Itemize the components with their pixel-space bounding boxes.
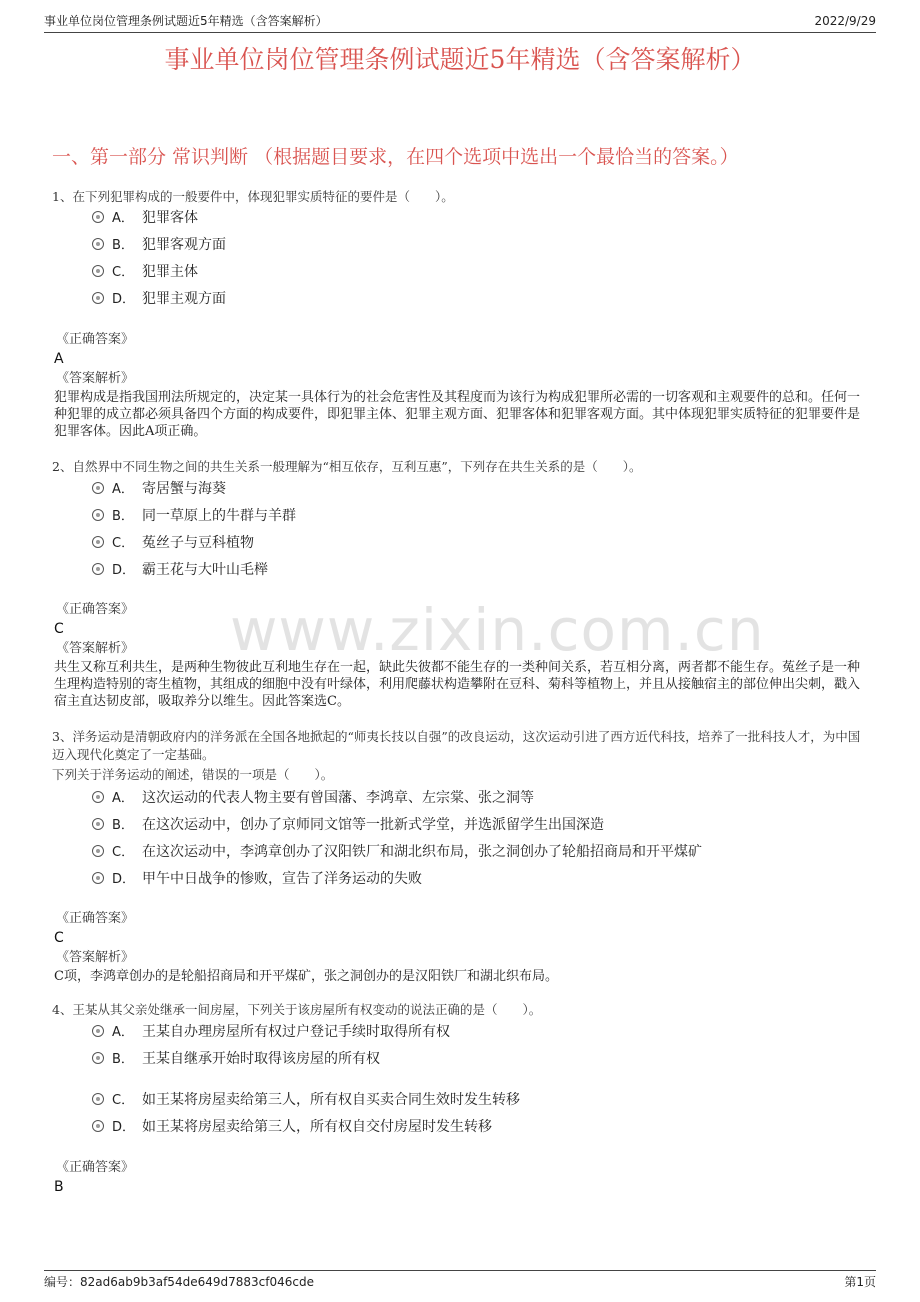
section-heading: 一、第一部分 常识判断 （根据题目要求，在四个选项中选出一个最恰当的答案。） (52, 146, 739, 168)
radio-button-icon[interactable] (92, 791, 104, 803)
question-1-option-b[interactable] (92, 234, 226, 256)
question-4-answer: B (54, 1179, 64, 1195)
option-letter: C． (112, 536, 135, 551)
option-text: 同一草原上的牛群与羊群 (142, 508, 296, 524)
question-2-answer: C (54, 621, 64, 637)
radio-button-icon[interactable] (92, 1052, 104, 1064)
option-text: 犯罪客体 (142, 210, 198, 226)
option-letter: D． (112, 1120, 136, 1135)
answer-analysis-label: 《答案解析》 (56, 950, 135, 965)
option-text: 王某自继承开始时取得该房屋的所有权 (142, 1051, 380, 1067)
page-header (44, 12, 876, 33)
footer-doc-id: 编号：82ad6ab9b3af54de649d7883cf046cde (44, 1275, 314, 1289)
question-3-answer: C (54, 930, 64, 946)
question-1-option-d[interactable] (92, 288, 226, 310)
radio-button-icon[interactable] (92, 536, 104, 548)
option-text: 甲午中日战争的惨败，宣告了洋务运动的失败 (142, 871, 422, 887)
correct-answer-label: 《正确答案》 (56, 911, 135, 926)
header-doc-title: 事业单位岗位管理条例试题近5年精选（含答案解析） (44, 14, 328, 28)
watermark: www.zixin.com.cn (230, 596, 765, 664)
question-2-option-b[interactable] (92, 505, 296, 527)
radio-button-icon[interactable] (92, 211, 104, 223)
question-4-option-d[interactable] (92, 1116, 492, 1138)
answer-analysis-label: 《答案解析》 (56, 641, 135, 656)
question-1-answer: A (54, 351, 64, 367)
option-text: 这次运动的代表人物主要有曾国藩、李鸿章、左宗棠、张之洞等 (142, 790, 534, 806)
option-letter: B． (112, 1052, 134, 1067)
header-date: 2022/9/29 (814, 14, 876, 28)
option-text: 寄居蟹与海葵 (142, 481, 226, 497)
radio-button-icon[interactable] (92, 482, 104, 494)
option-letter: D． (112, 872, 136, 887)
radio-button-icon[interactable] (92, 509, 104, 521)
option-text: 在这次运动中，创办了京师同文馆等一批新式学堂，并选派留学生出国深造 (142, 817, 604, 833)
question-3-option-c[interactable] (92, 841, 702, 863)
option-letter: C． (112, 265, 135, 280)
option-text: 在这次运动中，李鸿章创办了汉阳铁厂和湖北织布局，张之洞创办了轮船招商局和开平煤矿 (142, 844, 702, 860)
option-letter: D． (112, 563, 136, 578)
option-text: 犯罪客观方面 (142, 237, 226, 253)
question-2-text: 2、自然界中不同生物之间的共生关系一般理解为“相互依存，互利互惠”，下列存在共生关系的是（ ）。 (52, 459, 642, 474)
option-letter: C． (112, 845, 135, 860)
radio-button-icon[interactable] (92, 1120, 104, 1132)
option-text: 霸王花与大叶山毛榉 (142, 562, 268, 578)
option-letter: A． (112, 1025, 134, 1040)
radio-button-icon[interactable] (92, 1025, 104, 1037)
question-2-analysis: 共生又称互利共生，是两种生物彼此互利地生存在一起，缺此失彼都不能生存的一类种间关系，若互相分离，两者都不能生存。菟丝子是一种生理构造特别的寄生植物，其组成的细胞中没有叶绿体，利用爬藤状构造攀附在豆科、菊科等植物上，并且从接触宿主的部位伸出尖刺，戳入宿主直达韧皮部，吸取养分以维生。因此答案选C。 (54, 660, 861, 709)
option-letter: A． (112, 211, 134, 226)
radio-button-icon[interactable] (92, 265, 104, 277)
question-2-option-a[interactable] (92, 478, 226, 500)
correct-answer-label: 《正确答案》 (56, 1160, 135, 1175)
question-2-option-c[interactable] (92, 532, 254, 554)
question-1-text: 1、在下列犯罪构成的一般要件中，体现犯罪实质特征的要件是（ ）。 (52, 189, 454, 204)
option-letter: A． (112, 791, 134, 806)
question-3-option-a[interactable] (92, 787, 534, 809)
question-2-option-d[interactable] (92, 559, 268, 581)
answer-analysis-label: 《答案解析》 (56, 371, 135, 386)
question-3-option-d[interactable] (92, 868, 422, 890)
radio-button-icon[interactable] (92, 238, 104, 250)
radio-button-icon[interactable] (92, 292, 104, 304)
option-text: 如王某将房屋卖给第三人，所有权自交付房屋时发生转移 (142, 1119, 492, 1135)
option-letter: A． (112, 482, 134, 497)
option-text: 如王某将房屋卖给第三人，所有权自买卖合同生效时发生转移 (142, 1092, 520, 1108)
option-text: 犯罪主观方面 (142, 291, 226, 307)
question-3-analysis: C项，李鸿章创办的是轮船招商局和开平煤矿，张之洞创办的是汉阳铁厂和湖北织布局。 (54, 969, 558, 984)
question-4-option-b[interactable] (92, 1048, 380, 1070)
option-letter: B． (112, 818, 134, 833)
question-4-option-a[interactable] (92, 1021, 450, 1043)
radio-button-icon[interactable] (92, 818, 104, 830)
radio-button-icon[interactable] (92, 845, 104, 857)
question-1-analysis: 犯罪构成是指我国刑法所规定的，决定某一具体行为的社会危害性及其程度而为该行为构成犯罪所必需的一切客观和主观要件的总和。任何一种犯罪的成立都必须具备四个方面的构成要件，即犯罪主体、犯罪主观方面、犯罪客体和犯罪客观方面。其中体现犯罪实质特征的犯罪要件是犯罪客体。因此A项正确。 (54, 390, 861, 439)
question-3-option-b[interactable] (92, 814, 604, 836)
option-letter: D． (112, 292, 136, 307)
correct-answer-label: 《正确答案》 (56, 602, 135, 617)
correct-answer-label: 《正确答案》 (56, 332, 135, 347)
option-text: 王某自办理房屋所有权过户登记手续时取得所有权 (142, 1024, 450, 1040)
radio-button-icon[interactable] (92, 872, 104, 884)
question-1-option-c[interactable] (92, 261, 198, 283)
option-text: 菟丝子与豆科植物 (142, 535, 254, 551)
document-title: 事业单位岗位管理条例试题近5年精选（含答案解析） (164, 45, 756, 74)
option-letter: B． (112, 238, 134, 253)
question-4-text: 4、王某从其父亲处继承一间房屋，下列关于该房屋所有权变动的说法正确的是（ ）。 (52, 1002, 542, 1017)
question-4-option-c[interactable] (92, 1089, 520, 1111)
question-1-option-a[interactable] (92, 207, 198, 229)
radio-button-icon[interactable] (92, 1093, 104, 1105)
radio-button-icon[interactable] (92, 563, 104, 575)
option-letter: C． (112, 1093, 135, 1108)
option-text: 犯罪主体 (142, 264, 198, 280)
footer-page-number: 第1页 (844, 1275, 876, 1289)
question-3-prompt: 下列关于洋务运动的阐述，错误的一项是（ ）。 (52, 767, 334, 782)
question-3-text: 3、洋务运动是清朝政府内的洋务派在全国各地掀起的“师夷长技以自强”的改良运动，这次运动引进了西方近代科技，培养了一批科技人才，为中国迈入现代化奠定了一定基础。 (52, 729, 861, 762)
option-letter: B． (112, 509, 134, 524)
page-footer (44, 1270, 876, 1291)
